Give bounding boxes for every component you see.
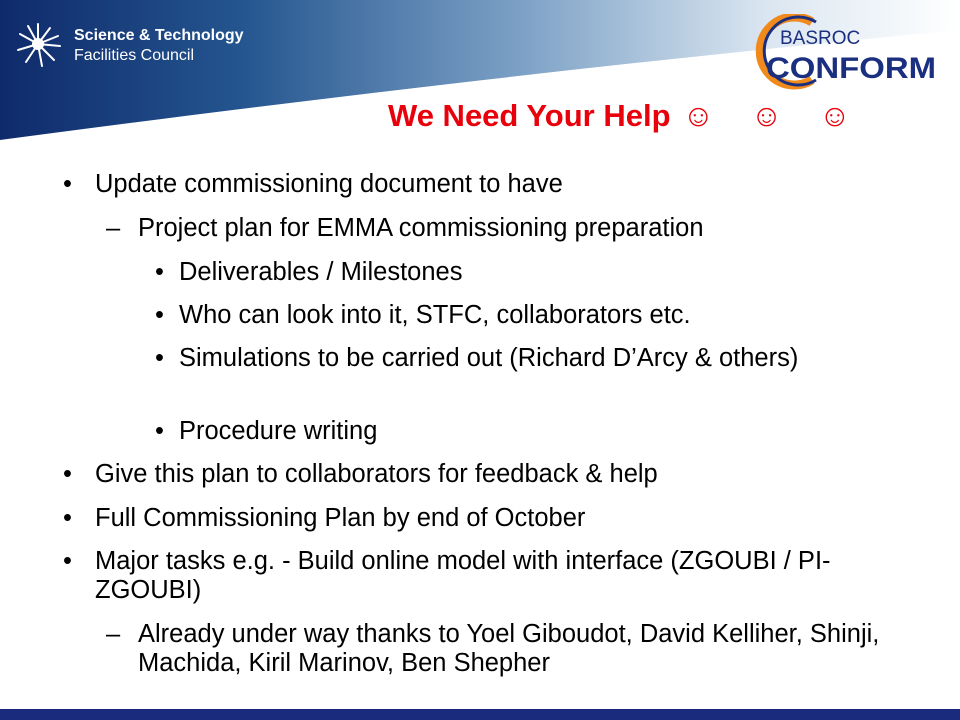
smiley-icons: ☺ ☺ ☺ bbox=[682, 98, 865, 133]
sub-sub-bullet-item bbox=[155, 258, 859, 287]
bullet-item bbox=[63, 504, 925, 533]
bullet-marker: • bbox=[63, 547, 72, 575]
logo-conform-text: CONFORM bbox=[766, 52, 936, 85]
bullet-item bbox=[63, 170, 925, 199]
dash-marker: – bbox=[106, 214, 121, 242]
bullet-marker: • bbox=[63, 170, 72, 198]
bullet-text: Procedure writing bbox=[179, 417, 378, 445]
slide-title bbox=[388, 96, 865, 136]
bullet-text: Major tasks e.g. - Build online model with interface (ZGOUBI / PI-ZGOUBI) bbox=[95, 547, 831, 604]
bullet-text: Give this plan to collaborators for feedback & help bbox=[95, 460, 658, 488]
bullet-item bbox=[63, 460, 925, 489]
bullet-marker: • bbox=[155, 301, 164, 329]
sub-bullet-item bbox=[106, 620, 883, 678]
bullet-text: Update commissioning document to have bbox=[95, 170, 563, 198]
basroc-conform-logo bbox=[742, 14, 942, 90]
bullet-item bbox=[63, 547, 855, 605]
sub-sub-bullet-item bbox=[155, 344, 859, 373]
logo-basroc-text: BASROC bbox=[780, 28, 861, 49]
bullet-marker: • bbox=[155, 258, 164, 286]
slide-title-text: We Need Your Help bbox=[388, 98, 671, 133]
sub-sub-bullet-item bbox=[155, 417, 859, 446]
sub-sub-bullet-item bbox=[155, 301, 859, 330]
bullet-text: Who can look into it, STFC, collaborators etc. bbox=[179, 301, 691, 329]
bullet-text: Already under way thanks to Yoel Giboudot, David Kelliher, Shinji, Machida, Kiril Marinov, Ben Shepher bbox=[138, 620, 880, 677]
sub-bullet-item bbox=[106, 214, 928, 243]
bullet-marker: • bbox=[155, 344, 164, 372]
sunburst-icon bbox=[16, 20, 66, 70]
dash-marker: – bbox=[106, 620, 121, 648]
bullet-text: Deliverables / Milestones bbox=[179, 258, 463, 286]
bullet-text: Full Commissioning Plan by end of October bbox=[95, 504, 586, 532]
stfc-logo bbox=[16, 20, 246, 80]
bullet-marker: • bbox=[155, 417, 164, 445]
bullet-marker: • bbox=[63, 460, 72, 488]
bullet-text: Project plan for EMMA commissioning preparation bbox=[138, 214, 704, 242]
bullet-marker: • bbox=[63, 504, 72, 532]
footer-bar bbox=[0, 709, 960, 720]
stfc-name-line2: Facilities Council bbox=[74, 47, 195, 64]
stfc-name-line1: Science & Technology bbox=[74, 27, 244, 44]
bullet-text: Simulations to be carried out (Richard D’Arcy & others) bbox=[179, 344, 799, 372]
